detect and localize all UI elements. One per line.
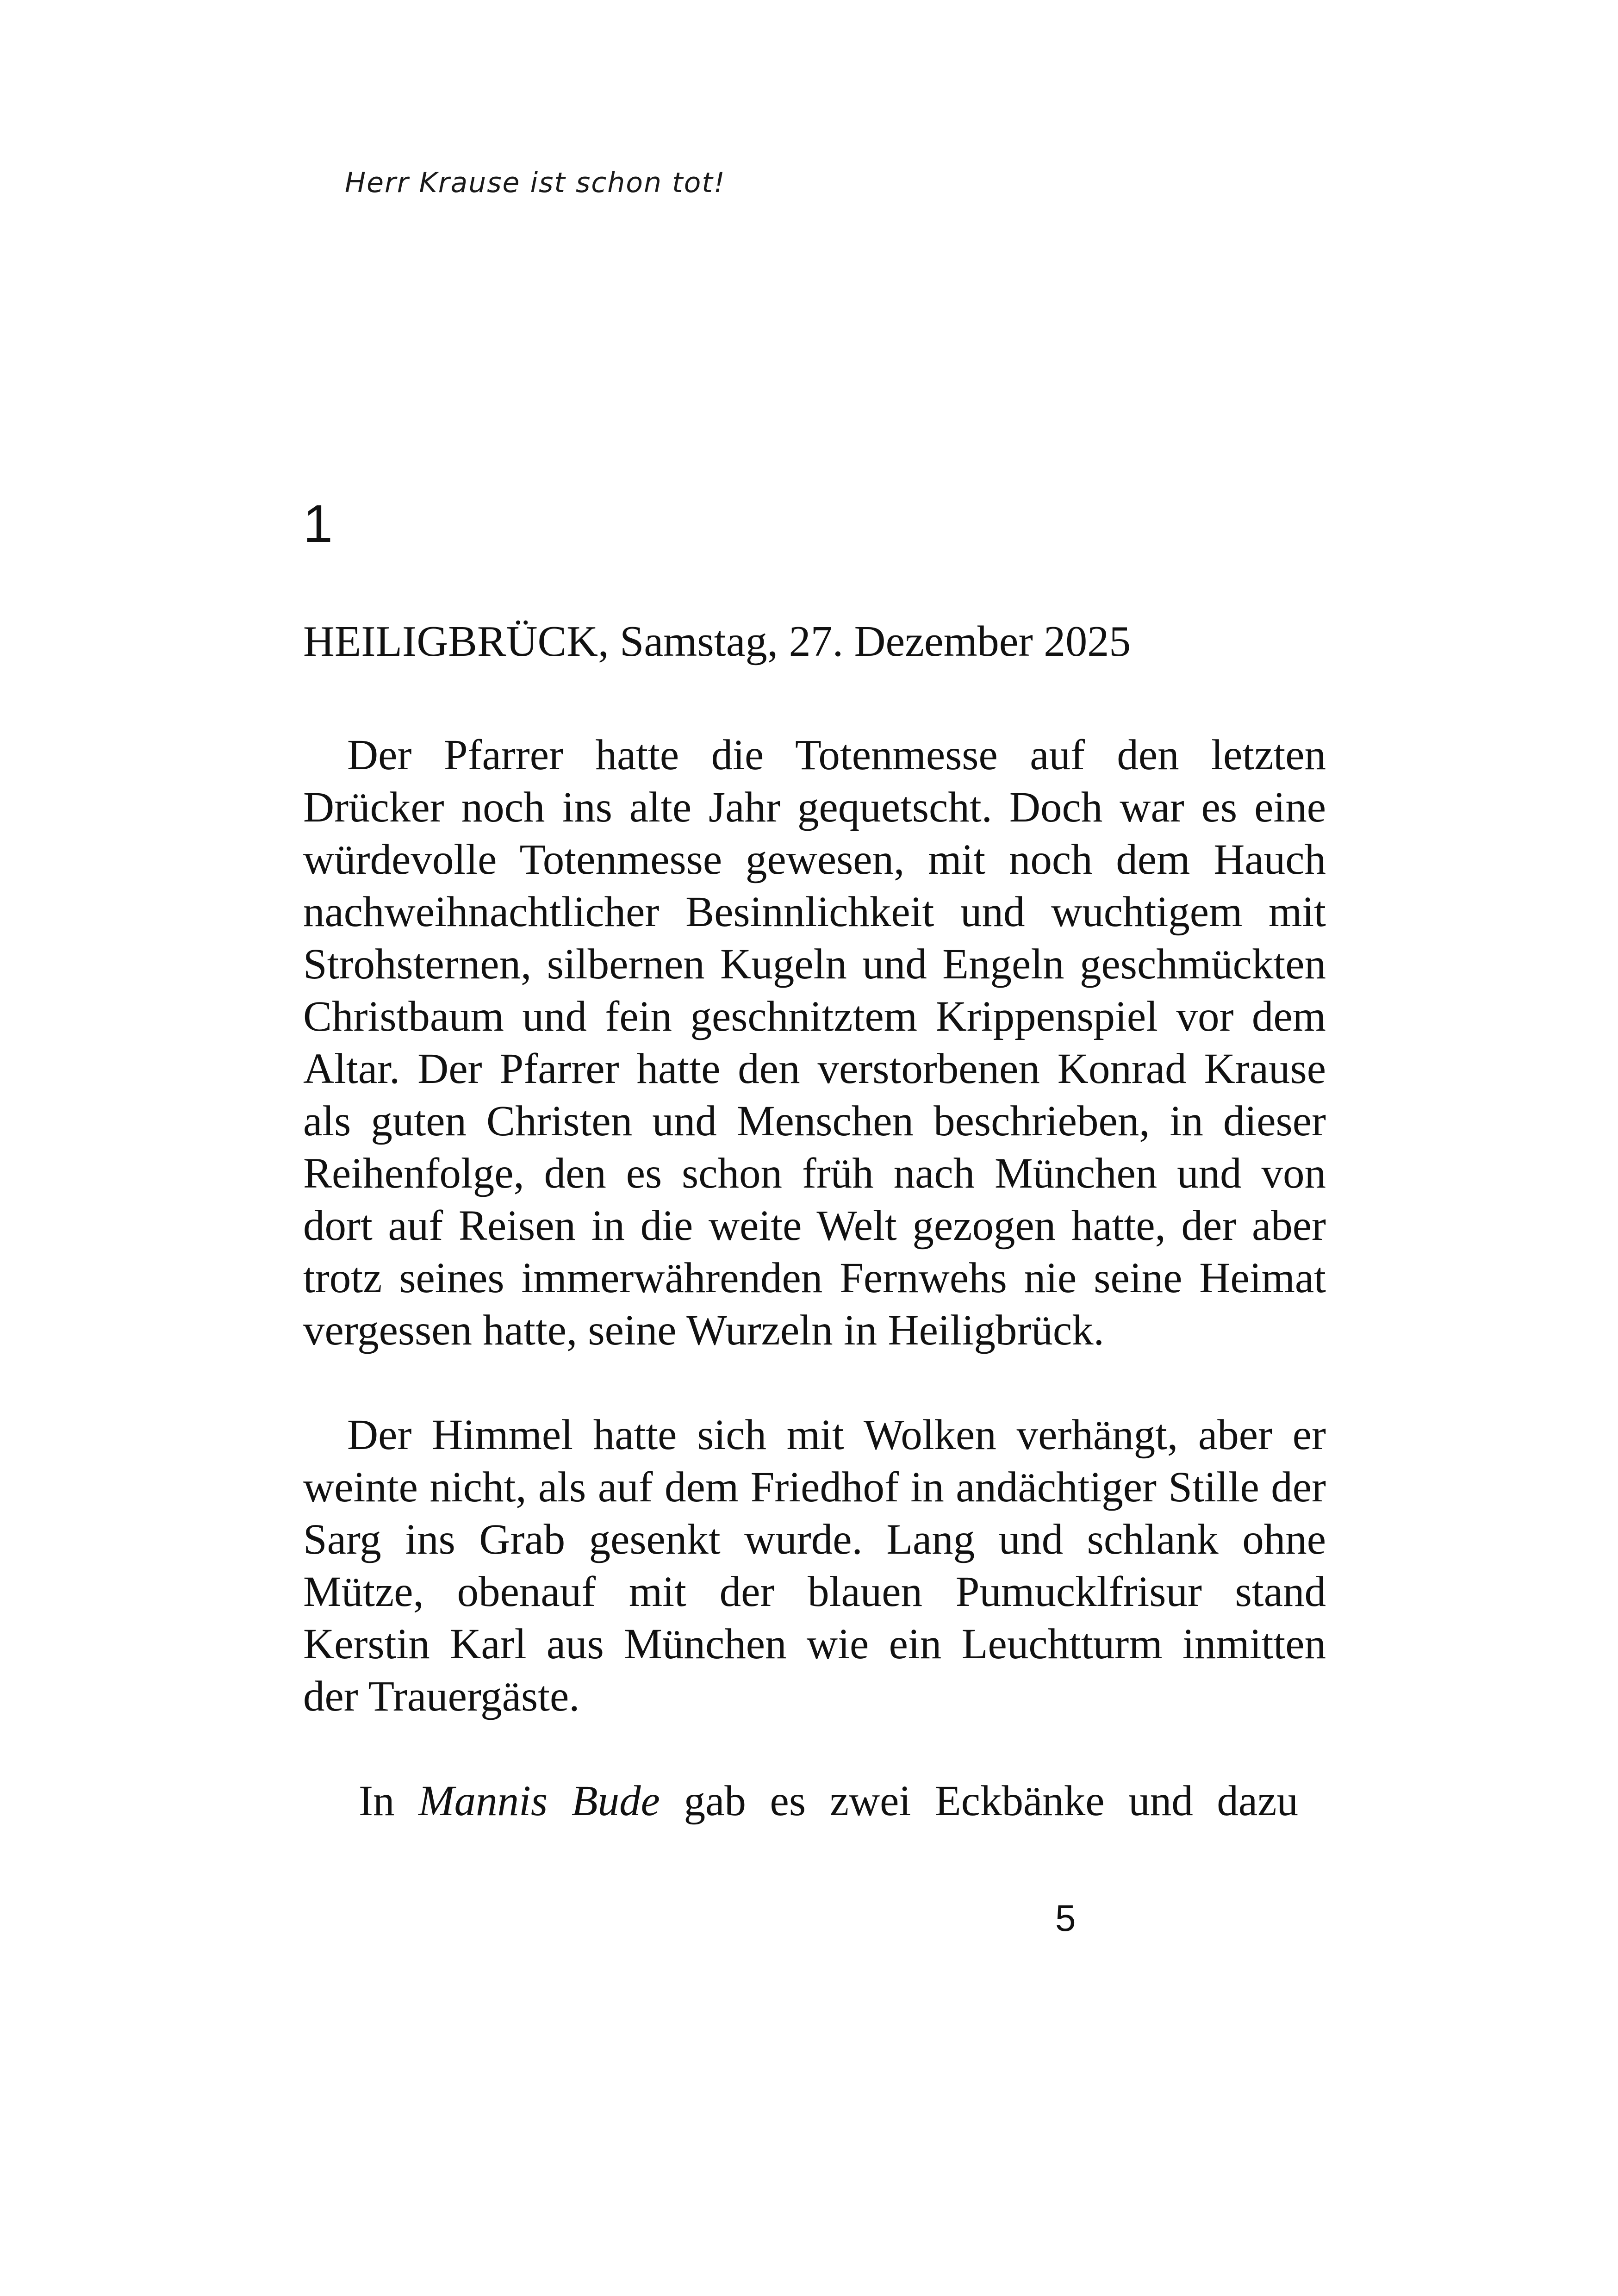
chapter-dateline: HEILIGBRÜCK, Samstag, 27. Dezember 2025	[303, 617, 1131, 666]
paragraph-3-end: gab es zwei Eckbänke und dazu	[660, 1777, 1298, 1825]
paragraph-3	[303, 1775, 1298, 1827]
body-text	[303, 729, 1326, 1827]
paragraph-3-start: In	[359, 1777, 419, 1825]
paragraph-1: Der Pfarrer hatte die Totenmesse auf den letzten Drücker noch ins alte Jahr gequetscht. Doch war es eine würdevolle Totenmesse gewesen, mit noch dem Hauch nachweihnachtlicher Besinnlichkeit und wuchtigem mit Strohsternen, silbernen Kugeln und Engeln geschmückten Christbaum und fein geschnitztem Krippenspiel vor dem Altar. Der Pfarrer hatte den verstorbenen Konrad Krause als guten Christen und Menschen beschrieben, in dieser Reihenfolge, den es schon früh nach München und von dort auf Reisen in die weite Welt gezogen hatte, der aber trotz seines immerwährenden Fernwehs nie seine Heimat vergessen hatte, seine Wurzeln in Heiligbrück.	[303, 731, 1326, 1354]
running-head: Herr Krause ist schon tot!	[345, 167, 726, 199]
paragraph-2: Der Himmel hatte sich mit Wolken verhängt, aber er weinte nicht, als auf dem Friedhof in andächtiger Stille der Sarg ins Grab gesenkt wurde. Lang und schlank ohne Mütze, obenauf mit der blauen Pumucklfrisur stand Kerstin Karl aus München wie ein Leuchtturm inmitten der Trauergäste.	[303, 1411, 1326, 1720]
paragraph-3-italic-name: Mannis Bude	[418, 1777, 660, 1825]
chapter-number: 1	[303, 494, 333, 554]
page-number: 5	[1055, 1898, 1076, 1939]
